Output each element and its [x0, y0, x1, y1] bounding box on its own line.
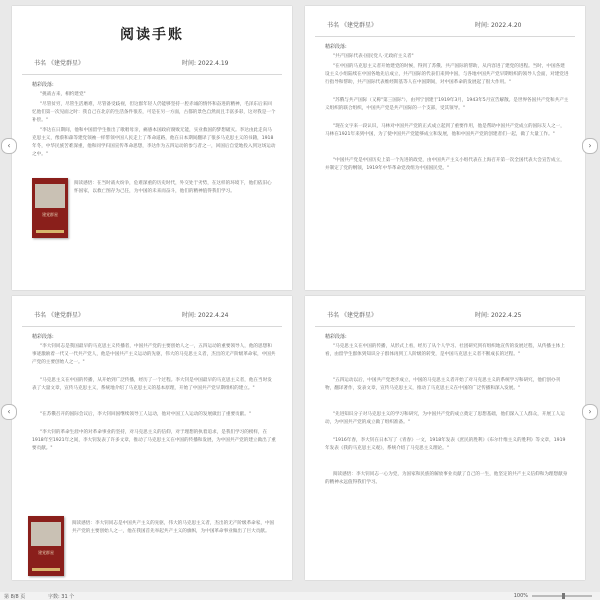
- paragraph: "在中国的马克思主义者开始建党的时候，得到了苏俄、共产国际的帮助，从内容进了建党的进程。当时，中国各建设主义小组陆续在中国各地先后成立，共产国际的代表们来到中国，与各地中国共产党早期组织的领导人会面，对建党进行指导和帮助，共产国际代表维经斯基等人在中国期间，对中国革命的发展起了很大作用。": [325, 64, 569, 85]
- page-header: [315, 20, 575, 30]
- next-page-arrow-icon[interactable]: ›: [582, 138, 598, 154]
- paragraph: "李大钊同志是我国最早的马克思主义传播者，中国共产党的主要创始人之一，五四运动的重要领导人，他的思想和事迹激励着一代又一代共产党人，他是中国共产主义运动的先驱，伟大的马克思主义者，杰出的无产阶级革命家，中国共产党的主要创始人之一。": [32, 344, 276, 365]
- divider: [315, 326, 575, 327]
- paragraph: "现在文字来一段认识，马林对中国共产党的正式成立起到了重要作用，他是帮助中国共产党成立的国际友人之一，马林在1921年来到中国，为了使中国共产党能够成立和发展，他和中国共产党的创建者们一起，做了大量工作。": [325, 124, 565, 137]
- paragraph: "中国共产党是中国历史上第一个先进的政党，由中国共产主义小组代表在上海召开第一次全国代表大会宣告成立，并制定了党的纲领，1919年中华革命党改组为中国国民党。": [325, 158, 565, 171]
- paragraph: 阅读感悟：李大钊同志一心为党，为国家和民族的解放事业贡献了自己的一生，他坚定的共产主义信仰和为理想献身的精神永远值得我们学习。: [325, 472, 568, 485]
- paragraph: "挑战古来，相约建党": [40, 92, 86, 97]
- divider: [315, 36, 575, 37]
- book-cover-image: 建党群星: [32, 178, 68, 238]
- page-indicator: 第 8/8 页: [4, 594, 26, 600]
- time-field: 时间: 2022.4.19: [182, 60, 229, 67]
- divider: [22, 74, 282, 75]
- paragraph: "1916年春，李大钊在日本写了《青春》一文，1918年发表《庶民的胜利》《布尔什维主义的胜利》等文章，1919年发表《我的马克思主义观》，系统介绍了马克思主义理论。": [325, 438, 566, 451]
- reading-reflection: 阅读感悟：在当时战火纷争，危难深重的历史时代，外交处于劣势，在这样的环境下，他们依旧心怀国家，以救亡图存为己任，为中国的未来而奋斗，他们的精神值得我们学习。: [74, 181, 272, 194]
- document-page-3: [12, 296, 292, 580]
- document-page-1: [12, 6, 292, 290]
- paragraph: "在苏俄召开的国际会议后，李大钊回国继续领导工人运动，他对中国工人运动的发展做出了重要贡献。": [40, 412, 251, 417]
- book-cover-image: 建党群星: [28, 516, 64, 576]
- paragraph: "马克思主义在中国的传播，从开始到广泛传播，经历了一个过程。李大钊是中国最早的马克思主义者，他在当时发表了大量文章，宣传马克思主义，系统地介绍了马克思主义的基本原理，开始了中国共产党早期组织的建立。": [32, 378, 272, 391]
- document-page-4: [305, 296, 585, 580]
- zoom-slider-handle[interactable]: [562, 593, 565, 599]
- book-field: 书名 《建党群星》: [34, 60, 84, 67]
- page-header: [22, 58, 282, 68]
- section-label: 精彩段落:: [325, 44, 347, 50]
- document-title: 阅读手账: [120, 27, 184, 43]
- section-label: 精彩段落:: [32, 82, 54, 88]
- paragraph: "尽管贫穷，尽管生活磨难，尽管备受歧视，但这群年轻人仍能够坚持一腔赤诚的情怀和奋进的精神，毛泽东后来回忆他们第一次见面之时：我自己在北京的生活条件很差，可是在另一方面，古都的景色自然而且丰富多彩，这对我是一个补偿。": [32, 102, 276, 123]
- paragraph: "五四运动以后，中国共产党逐步成立，中国的马克思主义者开始了对马克思主义的系统学习和研究，他们创办刊物，翻译著作，发表文章，宣传马克思主义，推动了马克思主义在中国的广泛传播和深入发展。": [325, 378, 561, 391]
- page-header: [315, 310, 575, 320]
- reading-reflection: 阅读感悟：李大钊同志是中国共产主义的先驱，伟大的马克思主义者，杰出的无产阶级革命家，中国共产党的主要创始人之一，他在我国首先举起共产主义的旗帜，为中国革命事业做出了巨大贡献。: [72, 521, 275, 534]
- section-label: 精彩段落:: [325, 334, 347, 340]
- prev-page-arrow-icon[interactable]: ‹: [1, 138, 17, 154]
- zoom-slider[interactable]: [532, 595, 592, 597]
- paragraph: "李大钊的革命生涯中的对革命事业的坚持，对马克思主义的信仰，对于理想的执着追求，是我们学习的榜样，在1918年至1921年之间，李大钊发表了许多文章，推动了马克思主义在中国的传播和发展，为中国共产党的建立做出了重要贡献。": [32, 430, 276, 451]
- word-count: 字数: 31 个: [48, 594, 75, 600]
- next-page-arrow-icon[interactable]: ›: [582, 404, 598, 420]
- status-bar: [0, 592, 600, 600]
- paragraph: "苏俄与共产国际（又称"第三国际"），由列宁创建于1919年3月，1943年5月宣告解散。是世界各国共产党和共产主义组织的联合组织，中国共产党是共产国际的一个支部，受其领导。": [325, 98, 569, 111]
- paragraph: "共产国际代表·国民党人·无政府主义者": [333, 54, 414, 59]
- book-field: 书名 《建党群星》: [327, 22, 377, 29]
- section-label: 精彩段落:: [32, 334, 54, 340]
- paragraph: "马克思主义在中国的传播，从形式上看，经历了从个人学习、社团研究到有组织地宣传的发展过程，从传播主体上看，由留学生群体到知识分子群体再到工人阶级的转变，是中国马克思主义者不断成长的过程。": [325, 344, 565, 357]
- paragraph: "李达在日期间，他和中国留学生推出了歌唱母亲，痛感本国政府腐败无能，实业救国的梦想破灭。李达由此走向马克思主义，像蔡和森等建党领袖一样带领中国人民走上了革命道路，他在日本期间翻译了很多马克思主义的书籍，1918年冬，中华民族苦难深重，他和同学归国宣传革命思想，李达作为五四运动的参与者之一，回国后自觉地投入到这场运动之中。": [32, 128, 276, 157]
- divider: [22, 326, 282, 327]
- book-field: 书名 《建党群星》: [327, 312, 377, 319]
- time-field: 时间: 2022.4.20: [475, 22, 522, 29]
- time-field: 时间: 2022.4.24: [182, 312, 229, 319]
- prev-page-arrow-icon[interactable]: ‹: [1, 404, 17, 420]
- zoom-level: 100%: [513, 593, 528, 599]
- document-page-2: [305, 6, 585, 290]
- paragraph: "先进知识分子对马克思主义的学习和研究，为中国共产党的成立奠定了思想基础，他们深入工人群众，开展工人运动，为中国共产党的成立做了组织准备。": [325, 412, 565, 425]
- book-field: 书名 《建党群星》: [34, 312, 84, 319]
- page-header: [22, 310, 282, 320]
- time-field: 时间: 2022.4.25: [475, 312, 522, 319]
